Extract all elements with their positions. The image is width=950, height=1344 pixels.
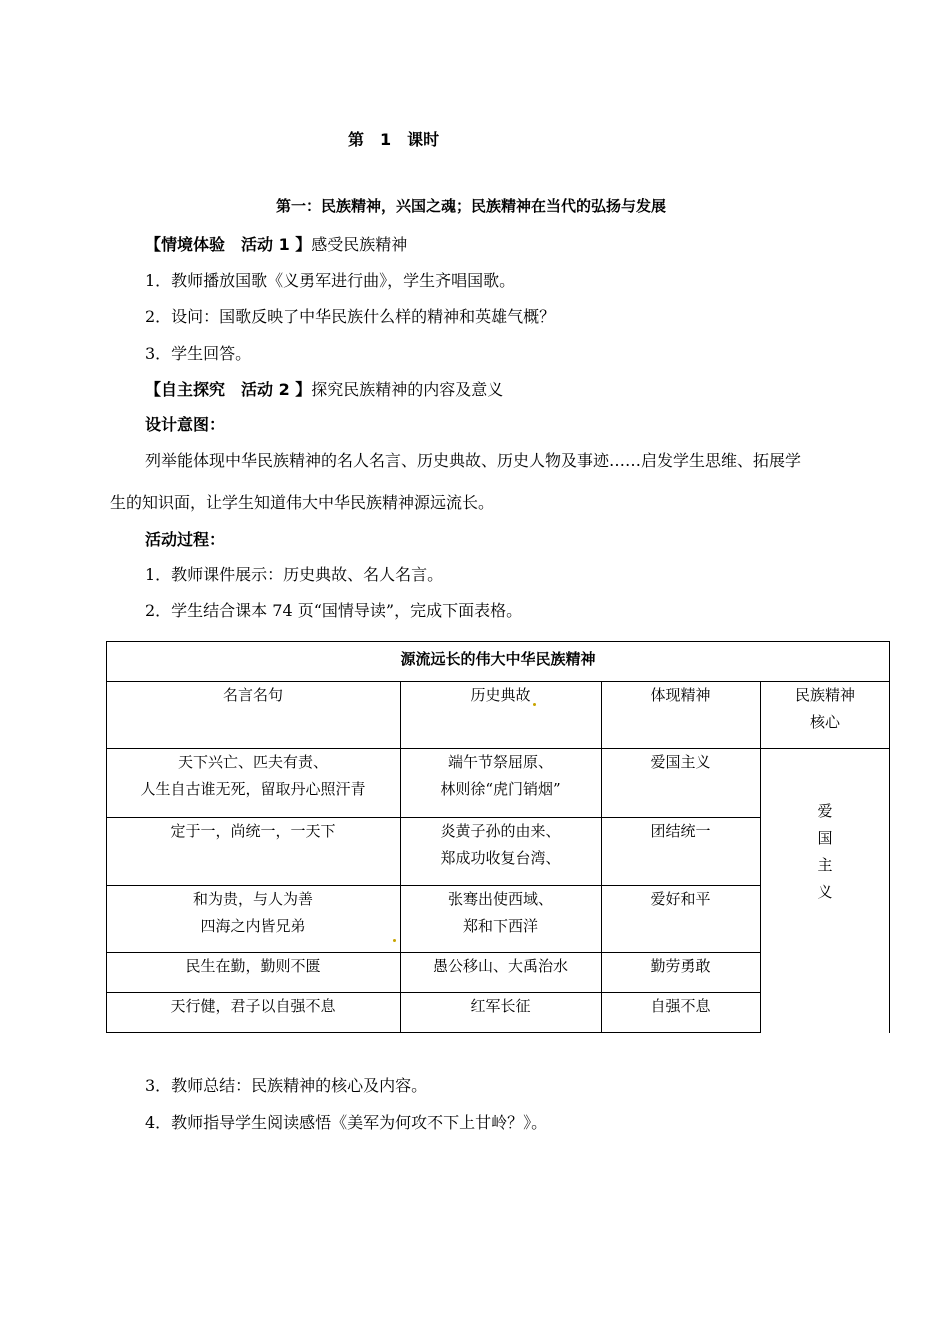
story-line: 林则徐“虎门销烟” [440, 780, 561, 798]
activity1-step-1: 1．教师播放国歌《义勇军进行曲》，学生齐唱国歌。 [145, 271, 516, 290]
activity2-heading [145, 377, 503, 400]
table-title: 源流远长的伟大中华民族精神 [400, 650, 596, 668]
quote-line: 天行健，君子以自强不息 [170, 997, 336, 1015]
design-text-line-1: 列举能体现中华民族精神的名人名言、历史典故、历史人物及事迹……启发学生思维、拓展学 [145, 451, 802, 470]
table-row-spirit: 自强不息 [650, 997, 711, 1015]
table-row-story [400, 886, 601, 940]
table-row-spirit: 勤劳勇敢 [650, 957, 711, 975]
header-core-line-2: 核心 [809, 713, 840, 731]
story-line: 炎黄子孙的由来、 [440, 822, 561, 840]
table-border-top [106, 641, 890, 642]
table-row-quote [106, 993, 400, 1020]
design-text-line-2: 生的知识面，让学生知道伟大中华民族精神源远流长。 [110, 493, 495, 512]
story-line: 张骞出使西域、 [447, 890, 553, 908]
header-spirit: 体现精神 [650, 686, 711, 704]
table-row-quote [106, 818, 400, 845]
story-line: 端午节祭屈原、 [447, 753, 553, 771]
activity1-step-3: 3．学生回答。 [145, 344, 252, 363]
after-step-3: 3．教师总结：民族精神的核心及内容。 [145, 1076, 428, 1095]
quote-line: 定于一，尚统一，一天下 [170, 822, 336, 840]
activity2-step-2: 2．学生结合课本 74 页“国情导读”，完成下面表格。 [145, 601, 523, 620]
header-story: 历史典故 [470, 686, 531, 704]
section-title: 第一：民族精神，兴国之魂；民族精神在当代的弘扬与发展 [276, 197, 667, 215]
quote-line: 天下兴亡、匹夫有责、 [177, 753, 328, 771]
core-char: 爱 [817, 802, 833, 820]
table-row-story [400, 749, 601, 803]
header-core [760, 682, 890, 736]
activity1-title: 感受民族精神 [311, 235, 408, 254]
table-row-story [400, 953, 601, 980]
core-value-cell [760, 798, 890, 906]
design-label: 设计意图： [145, 415, 226, 434]
table-row-spirit: 爱国主义 [650, 753, 711, 771]
activity1-heading [145, 232, 407, 255]
table-row-story [400, 993, 601, 1020]
story-line: 愚公移山、大禹治水 [432, 957, 568, 975]
activity1-tag: 【情境体验 活动 1 】 [145, 235, 312, 254]
header-quote: 名言名句 [222, 686, 283, 704]
table-border-bottom [106, 1032, 760, 1033]
activity2-step-1: 1．教师课件展示：历史典故、名人名言。 [145, 565, 444, 584]
activity1-step-2: 2．设问：国歌反映了中华民族什么样的精神和英雄气概？ [145, 307, 556, 326]
story-line: 郑和下西洋 [462, 917, 538, 935]
table-row-spirit: 爱好和平 [650, 890, 711, 908]
core-char: 主 [817, 856, 833, 874]
quote-line: 民生在勤，勤则不匮 [185, 957, 321, 975]
after-step-4: 4．教师指导学生阅读感悟《美军为何攻不下上甘岭？》。 [145, 1113, 548, 1132]
core-char: 国 [817, 829, 833, 847]
table-row-quote [106, 953, 400, 980]
annotation-mark [393, 939, 396, 942]
header-core-line-1: 民族精神 [794, 686, 855, 704]
table-row-quote [106, 886, 400, 940]
spirit-table [106, 641, 890, 1033]
table-row-spirit: 团结统一 [650, 822, 711, 840]
core-char: 义 [817, 883, 833, 901]
table-divider [601, 681, 602, 1033]
quote-line: 和为贵，与人为善 [192, 890, 313, 908]
story-line: 郑成功收复台湾、 [440, 849, 561, 867]
story-line: 红军长征 [470, 997, 531, 1015]
table-row-story [400, 818, 601, 872]
quote-line: 四海之内皆兄弟 [200, 917, 306, 935]
quote-line: 人生自古谁无死，留取丹心照汗青 [140, 780, 366, 798]
table-row-quote [106, 749, 400, 803]
annotation-mark [533, 703, 536, 706]
activity2-tag: 【自主探究 活动 2 】 [145, 380, 312, 399]
activity2-title: 探究民族精神的内容及意义 [311, 380, 504, 399]
lesson-label: 第 1 课时 [348, 130, 440, 149]
process-label: 活动过程： [145, 530, 226, 549]
